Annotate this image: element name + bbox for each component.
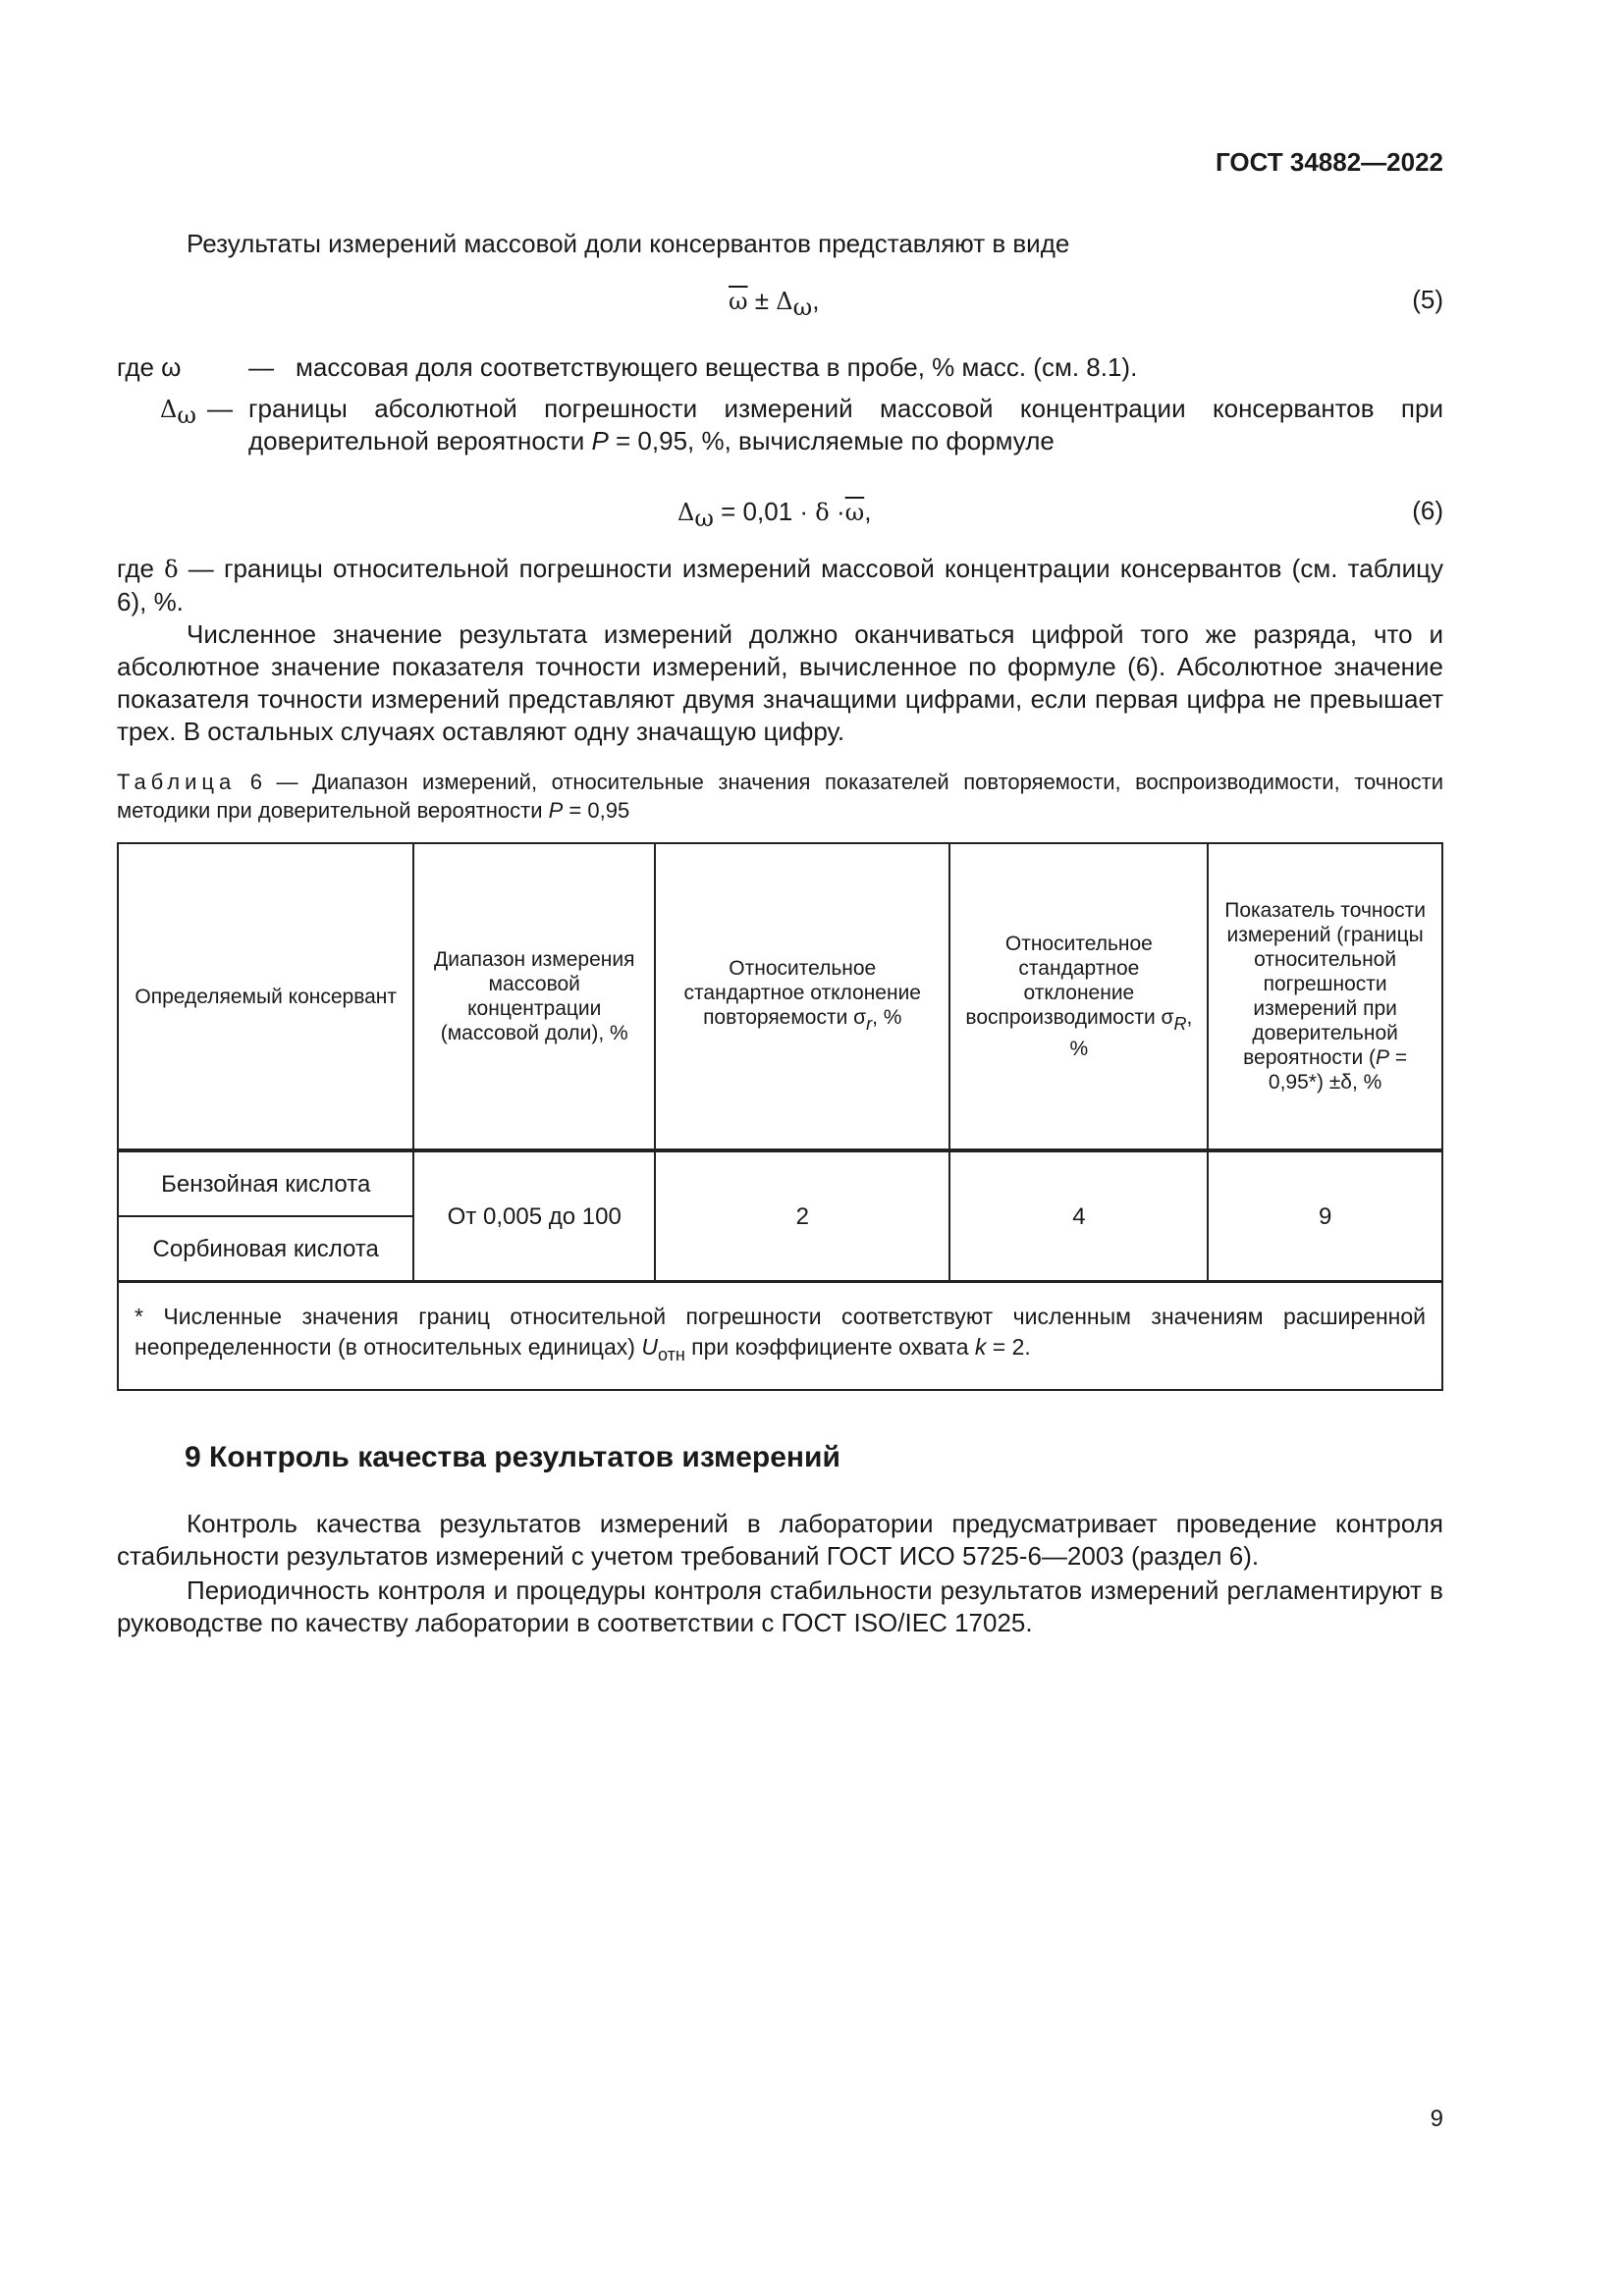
where-omega-label: где ω <box>117 352 182 382</box>
table-row <box>118 1150 1442 1216</box>
section-9-title: 9 Контроль качества результатов измерений <box>185 1441 840 1473</box>
cell-substance: Сорбиновая кислота <box>118 1216 413 1282</box>
formula-5-delta: Δ <box>776 288 793 315</box>
page-number: 9 <box>1430 2106 1443 2132</box>
where-delta-text: границы абсолютной погрешности измерений массовой концентрации консервантов при доверительной вероятности P = 0,95, %, вычисляемые по формуле <box>248 394 1443 455</box>
formula-6-number: (6) <box>1412 496 1443 525</box>
table-note: * Численные значения границ относительной погрешности соответствуют численным значениям расширенной неопределенности (в относительных единицах) $U_{отн}$ при коэффициенте охвата k = 2. <box>118 1282 1442 1391</box>
where-omega-row <box>117 351 1443 384</box>
cell-substance: Бензойная кислота <box>118 1150 413 1216</box>
formula-6: $\Delta_\omega = 0,01 \cdot \delta \cdot\overline{\omega}$, <box>677 497 872 532</box>
header-accuracy: Показатель точности измерений (границы относительной погрешности измерений при доверительной вероятности (P = 0,95*) ±δ, % <box>1208 843 1442 1150</box>
formula-6-delta: Δ <box>677 499 695 526</box>
table-caption-word: Таблица <box>117 770 237 794</box>
formula-6-omega-mean: $\overline{\omega}$ <box>844 499 865 526</box>
where-delta-label: Δ <box>160 396 178 423</box>
cell-sigma-R: 4 <box>949 1150 1208 1282</box>
formula-5 <box>729 285 819 324</box>
where-omega-text: массовая доля соответствующего вещества в пробе, % масс. (см. 8.1). <box>296 352 1138 382</box>
cell-range: От 0,005 до 100 <box>413 1150 655 1282</box>
section-9-paragraph-1: Контроль качества результатов измерений в лаборатории предусматривает проведение контроля стабильности результатов измерений с учетом требований ГОСТ ИСО 5725-6—2003 (раздел 6). <box>117 1509 1443 1571</box>
formula-5-tail: , <box>812 286 820 315</box>
section-9-paragraph-2: Периодичность контроля и процедуры контроля стабильности результатов измерений регламентируют в руководстве по качеству лаборатории в соответствии с ГОСТ ISO/IEC 17025. <box>117 1575 1443 1637</box>
intro-paragraph: Результаты измерений массовой доли консервантов представляют в виде <box>187 229 1070 258</box>
document-header: ГОСТ 34882—2022 <box>1216 147 1443 177</box>
where-omega-dash: — <box>248 352 274 382</box>
cell-sigma-r: 2 <box>655 1150 949 1282</box>
header-range: Диапазон измерения массовой концентрации (массовой доли), % <box>413 843 655 1150</box>
where-delta-row <box>117 393 1443 461</box>
rounding-paragraph: Численное значение результата измерений должно оканчиваться цифрой того же разряда, что и абсолютное значение показателя точности измерений, вычисленное по формуле (6). Абсолютное значение показателя точности измерений представляют двумя значащими цифрами, если первая цифра не превышает трех. В остальных случаях оставляют одну значащую цифру. <box>117 619 1443 746</box>
table-note-row <box>118 1282 1442 1391</box>
header-repeatability: Относительное стандартное отклонение повторяемости $\sigma_r$, % <box>655 843 949 1150</box>
formula-6-delta-sub: ω <box>694 505 714 532</box>
where-delta-label-sub: ω <box>177 401 196 429</box>
where-delta-rel-paragraph: где δ — границы относительной погрешности измерений массовой концентрации консервантов (см. таблицу 6), %. <box>117 554 1443 616</box>
formula-6-rel-delta: δ <box>815 499 830 526</box>
table-caption: Таблица 6 — Диапазон измерений, относительные значения показателей повторяемости, воспроизводимости, точности методики при доверительной вероятности P = 0,95 <box>117 770 1443 823</box>
formula-5-delta-sub: ω <box>792 294 813 321</box>
results-table <box>117 842 1443 1391</box>
header-substance: Определяемый консервант <box>118 843 413 1150</box>
where-delta-dash: — <box>207 394 233 423</box>
formula-5-omega-mean: $\overline{\omega}$ <box>729 288 748 315</box>
formula-5-number: (5) <box>1412 285 1443 314</box>
header-reproducibility: Относительное стандартное отклонение воспроизводимости $\sigma_R$, % <box>949 843 1208 1150</box>
table-header-row <box>118 843 1442 1150</box>
cell-delta: 9 <box>1208 1150 1442 1282</box>
formula-5-pm: ± <box>747 286 777 315</box>
